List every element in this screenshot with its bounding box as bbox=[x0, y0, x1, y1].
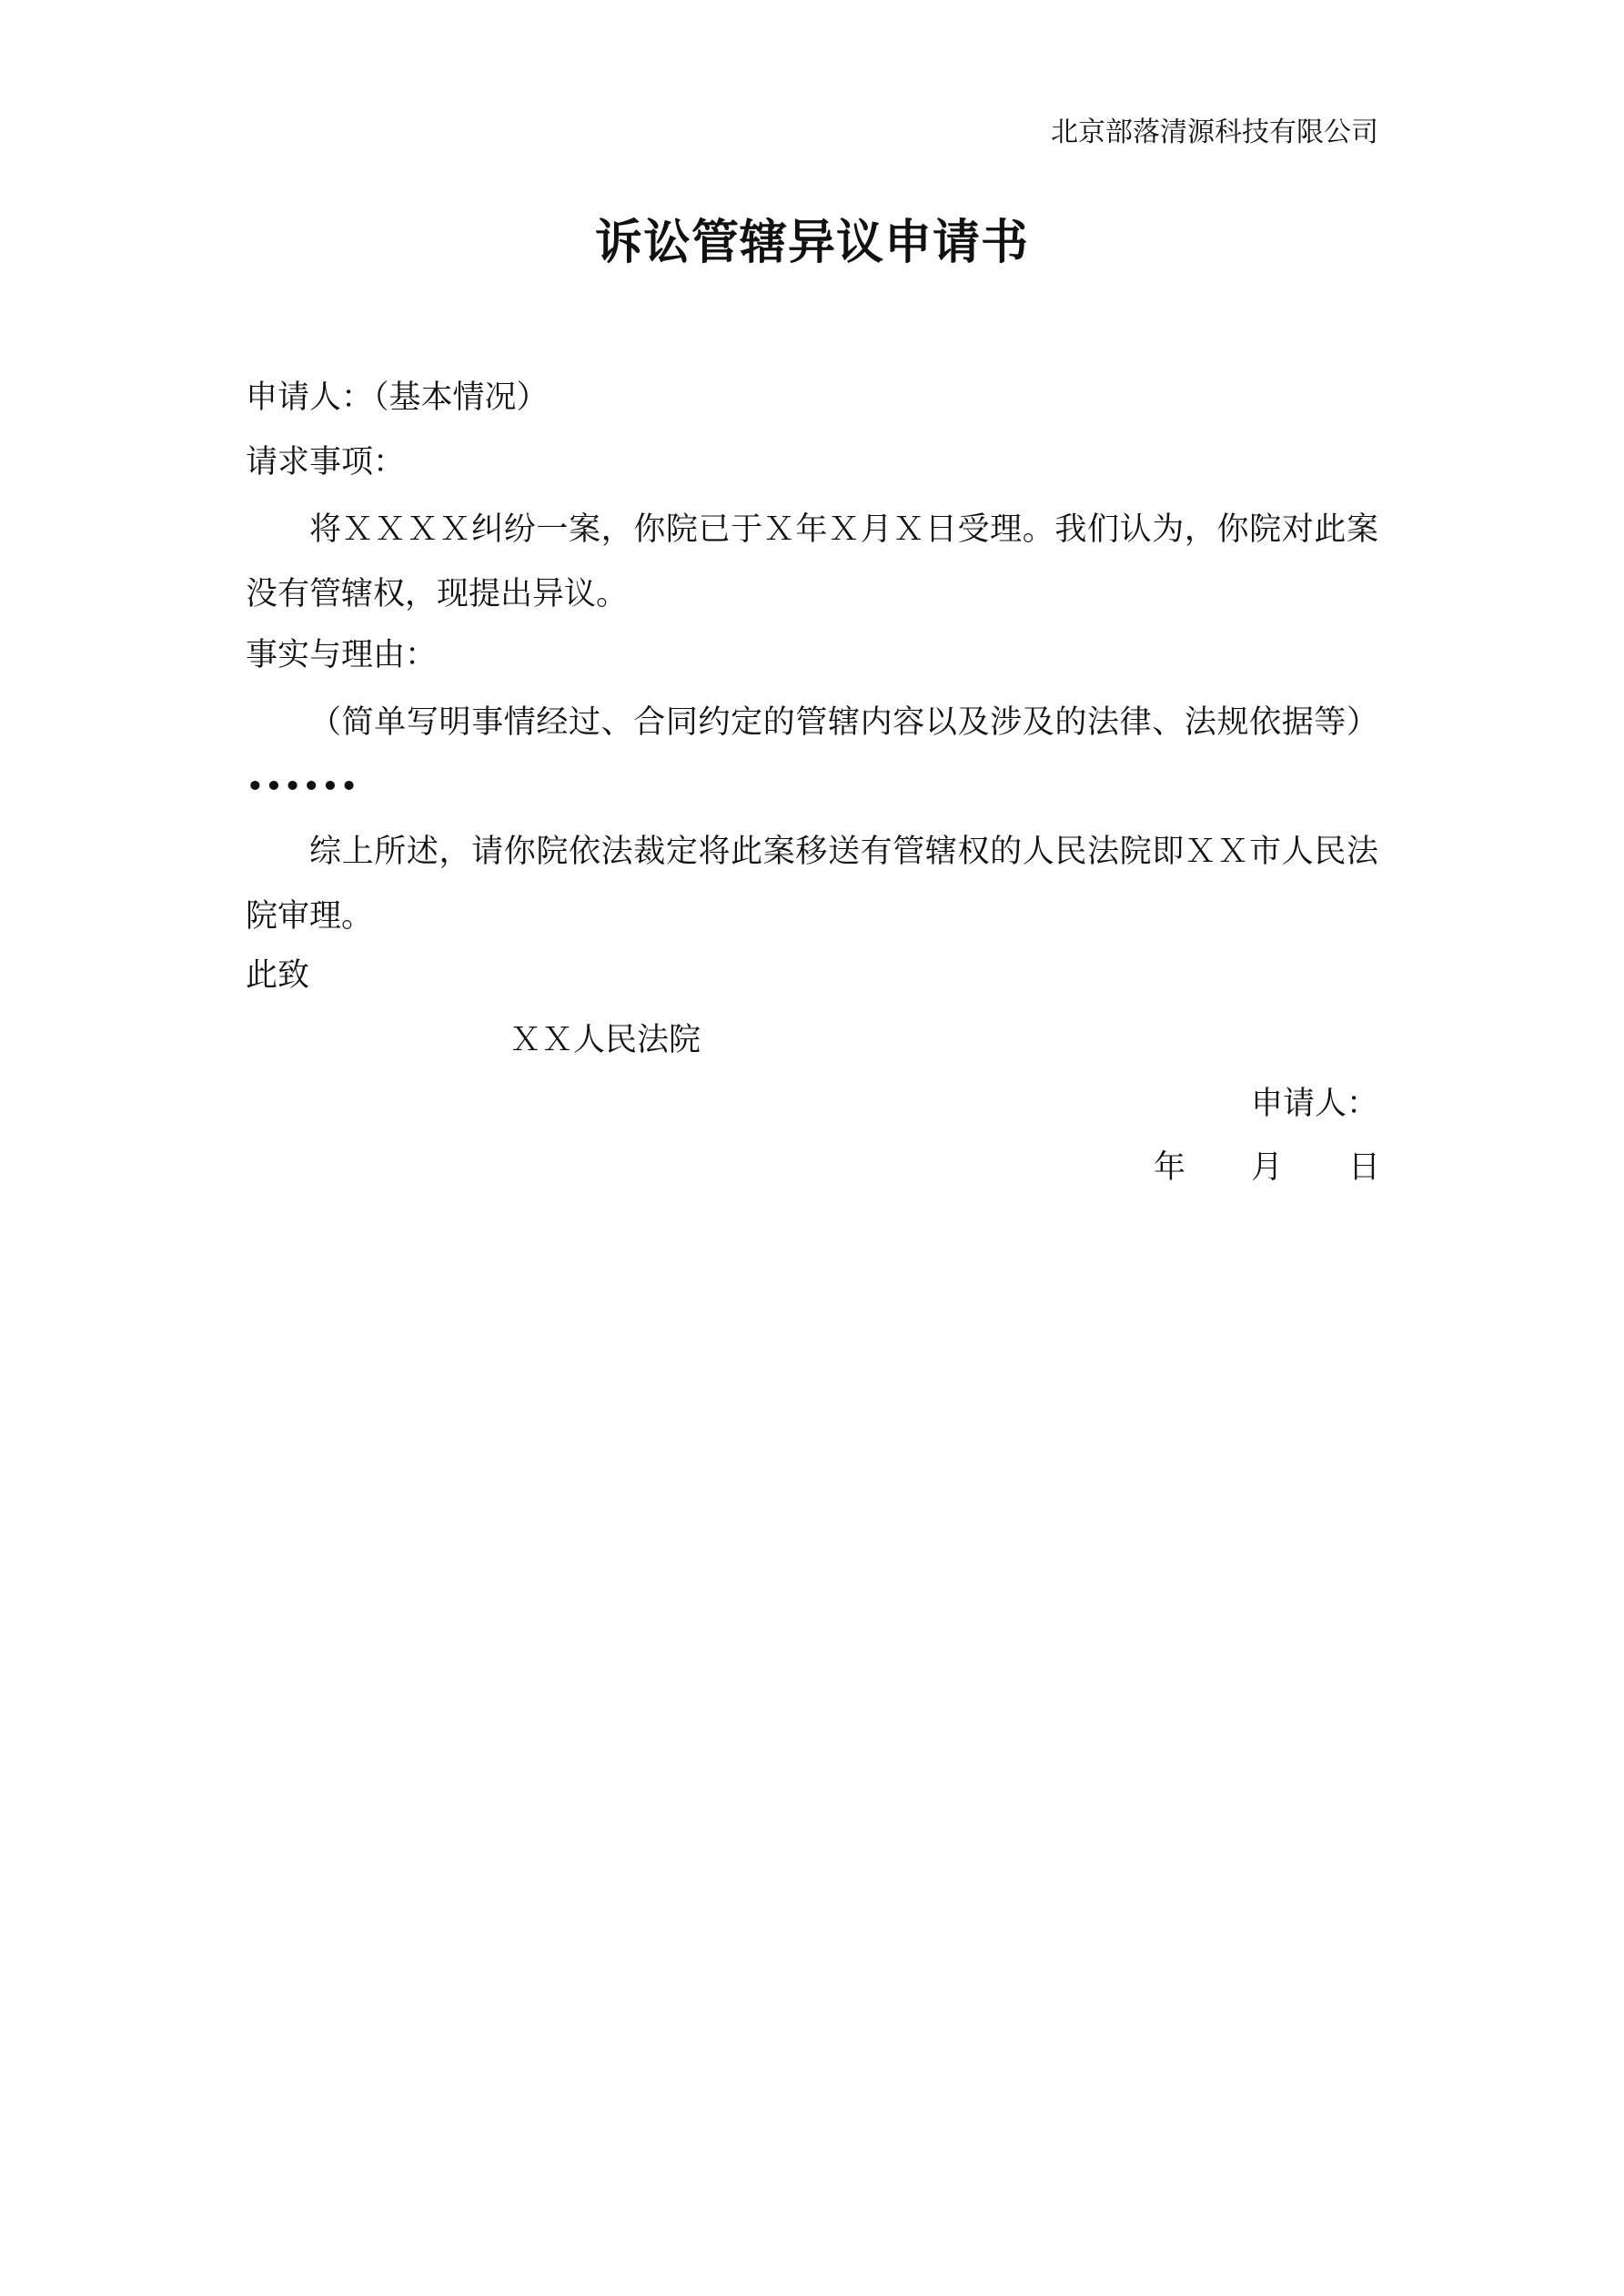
date-year: 年 bbox=[1153, 1149, 1185, 1186]
date-day: 日 bbox=[1347, 1149, 1380, 1186]
request-heading: 请求事项： bbox=[246, 444, 406, 480]
document-title: 诉讼管辖异议申请书 bbox=[594, 215, 1029, 270]
facts-heading: 事实与理由： bbox=[246, 637, 438, 673]
facts-paragraph: （简单写明事情经过、合同约定的管辖内容以及涉及的法律、法规依据等）•••••• bbox=[246, 704, 1378, 805]
request-paragraph: 将ＸＸＸＸ纠纷一案，你院已于Ｘ年Ｘ月Ｘ日受理。我们认为，你院对此案没有管辖权，现提出异议。 bbox=[246, 511, 1378, 612]
date-month: 月 bbox=[1250, 1149, 1283, 1186]
date-line bbox=[1154, 1147, 1380, 1188]
conclusion-paragraph: 综上所述，请你院依法裁定将此案移送有管辖权的人民法院即ＸＸ市人民法院审理。 bbox=[246, 834, 1378, 935]
signature-label: 申请人： bbox=[1250, 1086, 1378, 1122]
applicant-line: 申请人：（基本情况） bbox=[246, 379, 549, 416]
company-name: 北京部落清源科技有限公司 bbox=[1051, 116, 1378, 148]
court-name: ＸＸ人民法院 bbox=[509, 1022, 701, 1058]
salutation: 此致 bbox=[246, 957, 310, 994]
